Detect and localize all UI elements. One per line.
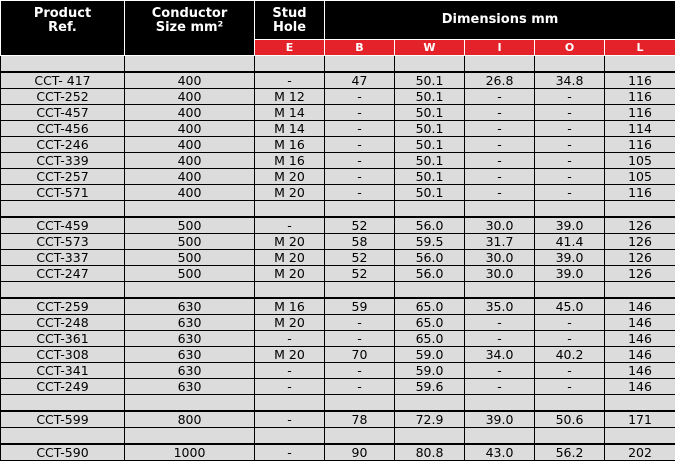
dim-o-cell: 50.6 bbox=[535, 411, 605, 428]
dim-w-cell: 50.1 bbox=[395, 72, 465, 89]
product-ref-cell: CCT-252 bbox=[1, 89, 125, 105]
dim-o-cell: 39.0 bbox=[535, 217, 605, 234]
dim-i-cell: - bbox=[465, 121, 535, 137]
dim-o-cell: - bbox=[535, 153, 605, 169]
dim-w-cell: 50.1 bbox=[395, 105, 465, 121]
dim-w-cell: 50.1 bbox=[395, 153, 465, 169]
dim-b-cell: - bbox=[325, 121, 395, 137]
dim-b-cell: - bbox=[325, 169, 395, 185]
dim-l-cell: 126 bbox=[605, 250, 675, 266]
conductor-size-cell: 400 bbox=[125, 72, 255, 89]
table-row bbox=[1, 72, 675, 89]
separator-cell bbox=[125, 395, 255, 412]
separator-cell bbox=[395, 282, 465, 299]
separator-cell bbox=[535, 56, 605, 73]
product-ref-cell: CCT-571 bbox=[1, 185, 125, 201]
separator-cell bbox=[1, 56, 125, 73]
dim-w-cell: 65.0 bbox=[395, 331, 465, 347]
separator-cell bbox=[535, 395, 605, 412]
product-ref-cell: CCT-259 bbox=[1, 298, 125, 315]
stud-hole-cell: - bbox=[255, 444, 325, 461]
dim-b-cell: 59 bbox=[325, 298, 395, 315]
separator-cell bbox=[395, 56, 465, 73]
dim-w-cell: 56.0 bbox=[395, 250, 465, 266]
dim-w-cell: 65.0 bbox=[395, 298, 465, 315]
dim-o-cell: - bbox=[535, 379, 605, 395]
separator-cell bbox=[605, 428, 675, 445]
stud-hole-cell: M 20 bbox=[255, 185, 325, 201]
conductor-header-line2: Size mm² bbox=[155, 20, 224, 35]
dim-o-cell: 41.4 bbox=[535, 234, 605, 250]
dim-w-cell: 59.0 bbox=[395, 347, 465, 363]
dim-l-cell: 146 bbox=[605, 363, 675, 379]
dim-i-cell: 30.0 bbox=[465, 250, 535, 266]
product-ref-cell: CCT-457 bbox=[1, 105, 125, 121]
separator-cell bbox=[535, 282, 605, 299]
table-row bbox=[1, 217, 675, 234]
dim-o-cell: 40.2 bbox=[535, 347, 605, 363]
table-row bbox=[1, 121, 675, 137]
table-row bbox=[1, 105, 675, 121]
conductor-size-cell: 500 bbox=[125, 234, 255, 250]
stud-header-line1: Stud bbox=[272, 6, 307, 21]
conductor-size-cell: 400 bbox=[125, 153, 255, 169]
dim-l-cell: 126 bbox=[605, 266, 675, 282]
separator-cell bbox=[465, 201, 535, 218]
stud-hole-cell: M 20 bbox=[255, 234, 325, 250]
sub-header-i: I bbox=[465, 40, 535, 56]
separator-cell bbox=[605, 395, 675, 412]
dim-i-cell: 31.7 bbox=[465, 234, 535, 250]
sub-header-o: O bbox=[535, 40, 605, 56]
separator-cell bbox=[1, 395, 125, 412]
stud-hole-cell: M 20 bbox=[255, 250, 325, 266]
dim-b-cell: 78 bbox=[325, 411, 395, 428]
conductor-size-header bbox=[125, 1, 255, 56]
dim-l-cell: 116 bbox=[605, 105, 675, 121]
dim-o-cell: 34.8 bbox=[535, 72, 605, 89]
conductor-size-cell: 630 bbox=[125, 363, 255, 379]
product-header-line1: Product bbox=[33, 6, 92, 21]
separator-cell bbox=[1, 282, 125, 299]
dim-o-cell: - bbox=[535, 185, 605, 201]
dim-w-cell: 72.9 bbox=[395, 411, 465, 428]
dim-i-cell: - bbox=[465, 331, 535, 347]
dim-b-cell: - bbox=[325, 153, 395, 169]
stud-hole-cell: - bbox=[255, 217, 325, 234]
table-row bbox=[1, 298, 675, 315]
dim-i-cell: 35.0 bbox=[465, 298, 535, 315]
dimensions-header: Dimensions mm bbox=[325, 1, 675, 40]
dim-w-cell: 56.0 bbox=[395, 266, 465, 282]
table-body bbox=[1, 56, 675, 461]
table-row bbox=[1, 137, 675, 153]
stud-hole-cell: - bbox=[255, 363, 325, 379]
stud-hole-cell: - bbox=[255, 72, 325, 89]
group-separator-row bbox=[1, 282, 675, 299]
product-ref-cell: CCT-341 bbox=[1, 363, 125, 379]
stud-hole-cell: M 12 bbox=[255, 89, 325, 105]
dim-i-cell: 43.0 bbox=[465, 444, 535, 461]
product-header-line2: Ref. bbox=[48, 20, 77, 35]
stud-hole-cell: M 20 bbox=[255, 347, 325, 363]
group-separator-row bbox=[1, 395, 675, 412]
conductor-size-cell: 400 bbox=[125, 185, 255, 201]
table-row bbox=[1, 250, 675, 266]
dim-w-cell: 50.1 bbox=[395, 121, 465, 137]
separator-cell bbox=[395, 428, 465, 445]
separator-cell bbox=[255, 56, 325, 73]
dim-o-cell: 45.0 bbox=[535, 298, 605, 315]
dim-i-cell: 39.0 bbox=[465, 411, 535, 428]
conductor-size-cell: 500 bbox=[125, 266, 255, 282]
dim-b-cell: - bbox=[325, 315, 395, 331]
separator-cell bbox=[535, 428, 605, 445]
product-ref-cell: CCT-456 bbox=[1, 121, 125, 137]
separator-cell bbox=[125, 201, 255, 218]
stud-hole-cell: - bbox=[255, 331, 325, 347]
product-ref-cell: CCT-248 bbox=[1, 315, 125, 331]
table-row bbox=[1, 315, 675, 331]
product-ref-cell: CCT- 417 bbox=[1, 72, 125, 89]
stud-hole-cell: M 16 bbox=[255, 137, 325, 153]
table-row bbox=[1, 185, 675, 201]
sub-header-b: B bbox=[325, 40, 395, 56]
dim-b-cell: 90 bbox=[325, 444, 395, 461]
product-ref-cell: CCT-361 bbox=[1, 331, 125, 347]
dim-w-cell: 50.1 bbox=[395, 137, 465, 153]
product-ref-cell: CCT-308 bbox=[1, 347, 125, 363]
separator-cell bbox=[255, 282, 325, 299]
product-ref-header bbox=[1, 1, 125, 56]
dim-b-cell: 47 bbox=[325, 72, 395, 89]
dim-l-cell: 105 bbox=[605, 169, 675, 185]
product-ref-cell: CCT-247 bbox=[1, 266, 125, 282]
dim-b-cell: 70 bbox=[325, 347, 395, 363]
separator-cell bbox=[1, 428, 125, 445]
dim-b-cell: 52 bbox=[325, 217, 395, 234]
conductor-size-cell: 800 bbox=[125, 411, 255, 428]
table-row bbox=[1, 234, 675, 250]
separator-cell bbox=[605, 201, 675, 218]
separator-cell bbox=[325, 201, 395, 218]
separator-cell bbox=[605, 56, 675, 73]
dim-l-cell: 202 bbox=[605, 444, 675, 461]
product-ref-cell: CCT-459 bbox=[1, 217, 125, 234]
dim-l-cell: 146 bbox=[605, 331, 675, 347]
dim-l-cell: 116 bbox=[605, 89, 675, 105]
stud-hole-cell: M 20 bbox=[255, 169, 325, 185]
stud-hole-cell: - bbox=[255, 411, 325, 428]
separator-cell bbox=[325, 428, 395, 445]
stud-hole-cell: M 20 bbox=[255, 266, 325, 282]
dim-i-cell: 26.8 bbox=[465, 72, 535, 89]
conductor-size-cell: 630 bbox=[125, 379, 255, 395]
sub-header-w: W bbox=[395, 40, 465, 56]
dim-b-cell: - bbox=[325, 105, 395, 121]
separator-cell bbox=[1, 201, 125, 218]
dim-l-cell: 116 bbox=[605, 185, 675, 201]
product-ref-cell: CCT-246 bbox=[1, 137, 125, 153]
table-row bbox=[1, 444, 675, 461]
dim-o-cell: - bbox=[535, 89, 605, 105]
separator-cell bbox=[605, 282, 675, 299]
dim-o-cell: - bbox=[535, 121, 605, 137]
conductor-size-cell: 400 bbox=[125, 89, 255, 105]
stud-hole-cell: M 20 bbox=[255, 315, 325, 331]
dim-i-cell: 30.0 bbox=[465, 266, 535, 282]
stud-hole-cell: M 16 bbox=[255, 153, 325, 169]
conductor-size-cell: 630 bbox=[125, 347, 255, 363]
table-row bbox=[1, 266, 675, 282]
conductor-size-cell: 400 bbox=[125, 137, 255, 153]
separator-cell bbox=[255, 428, 325, 445]
dim-i-cell: - bbox=[465, 89, 535, 105]
table-row bbox=[1, 89, 675, 105]
dim-l-cell: 114 bbox=[605, 121, 675, 137]
dim-w-cell: 56.0 bbox=[395, 217, 465, 234]
conductor-size-cell: 630 bbox=[125, 315, 255, 331]
conductor-size-cell: 500 bbox=[125, 250, 255, 266]
dim-b-cell: - bbox=[325, 185, 395, 201]
stud-hole-header bbox=[255, 1, 325, 40]
dim-o-cell: - bbox=[535, 363, 605, 379]
sub-header-e: E bbox=[255, 40, 325, 56]
stud-hole-cell: M 16 bbox=[255, 298, 325, 315]
product-ref-cell: CCT-590 bbox=[1, 444, 125, 461]
conductor-size-cell: 1000 bbox=[125, 444, 255, 461]
separator-cell bbox=[125, 428, 255, 445]
dim-i-cell: 30.0 bbox=[465, 217, 535, 234]
dim-l-cell: 146 bbox=[605, 298, 675, 315]
product-ref-cell: CCT-599 bbox=[1, 411, 125, 428]
separator-cell bbox=[125, 56, 255, 73]
dim-w-cell: 50.1 bbox=[395, 89, 465, 105]
dim-i-cell: - bbox=[465, 137, 535, 153]
dim-i-cell: - bbox=[465, 363, 535, 379]
dim-o-cell: - bbox=[535, 169, 605, 185]
group-separator-row bbox=[1, 56, 675, 73]
table-row bbox=[1, 153, 675, 169]
table-row bbox=[1, 331, 675, 347]
product-ref-cell: CCT-573 bbox=[1, 234, 125, 250]
dim-o-cell: 39.0 bbox=[535, 266, 605, 282]
dim-w-cell: 59.6 bbox=[395, 379, 465, 395]
conductor-header-line1: Conductor bbox=[151, 6, 228, 21]
separator-cell bbox=[395, 201, 465, 218]
table-row bbox=[1, 411, 675, 428]
dim-i-cell: - bbox=[465, 105, 535, 121]
dim-i-cell: - bbox=[465, 169, 535, 185]
stud-hole-cell: - bbox=[255, 379, 325, 395]
dim-o-cell: - bbox=[535, 315, 605, 331]
product-ref-cell: CCT-337 bbox=[1, 250, 125, 266]
dim-l-cell: 116 bbox=[605, 72, 675, 89]
group-separator-row bbox=[1, 201, 675, 218]
dim-o-cell: - bbox=[535, 331, 605, 347]
separator-cell bbox=[325, 282, 395, 299]
dim-b-cell: 58 bbox=[325, 234, 395, 250]
dim-b-cell: - bbox=[325, 379, 395, 395]
separator-cell bbox=[535, 201, 605, 218]
dim-o-cell: 56.2 bbox=[535, 444, 605, 461]
separator-cell bbox=[465, 282, 535, 299]
separator-cell bbox=[395, 395, 465, 412]
product-ref-cell: CCT-339 bbox=[1, 153, 125, 169]
dim-i-cell: - bbox=[465, 153, 535, 169]
separator-cell bbox=[465, 395, 535, 412]
separator-cell bbox=[325, 395, 395, 412]
dim-l-cell: 126 bbox=[605, 234, 675, 250]
dim-o-cell: - bbox=[535, 105, 605, 121]
dim-l-cell: 126 bbox=[605, 217, 675, 234]
dim-o-cell: - bbox=[535, 137, 605, 153]
dim-i-cell: 34.0 bbox=[465, 347, 535, 363]
dim-l-cell: 105 bbox=[605, 153, 675, 169]
stud-hole-cell: M 14 bbox=[255, 121, 325, 137]
table-row bbox=[1, 347, 675, 363]
separator-cell bbox=[255, 395, 325, 412]
conductor-size-cell: 500 bbox=[125, 217, 255, 234]
dim-o-cell: 39.0 bbox=[535, 250, 605, 266]
separator-cell bbox=[125, 282, 255, 299]
dim-w-cell: 59.5 bbox=[395, 234, 465, 250]
group-separator-row bbox=[1, 428, 675, 445]
dim-w-cell: 65.0 bbox=[395, 315, 465, 331]
dim-w-cell: 80.8 bbox=[395, 444, 465, 461]
conductor-size-cell: 630 bbox=[125, 298, 255, 315]
sub-header-l: L bbox=[605, 40, 675, 56]
dim-l-cell: 146 bbox=[605, 379, 675, 395]
stud-hole-cell: M 14 bbox=[255, 105, 325, 121]
dim-w-cell: 50.1 bbox=[395, 169, 465, 185]
conductor-size-cell: 400 bbox=[125, 169, 255, 185]
dim-b-cell: 52 bbox=[325, 250, 395, 266]
stud-header-line2: Hole bbox=[272, 20, 307, 35]
dim-b-cell: 52 bbox=[325, 266, 395, 282]
conductor-size-cell: 630 bbox=[125, 331, 255, 347]
separator-cell bbox=[465, 56, 535, 73]
table-row bbox=[1, 363, 675, 379]
separator-cell bbox=[255, 201, 325, 218]
dim-l-cell: 171 bbox=[605, 411, 675, 428]
conductor-size-cell: 400 bbox=[125, 121, 255, 137]
dim-l-cell: 116 bbox=[605, 137, 675, 153]
dim-i-cell: - bbox=[465, 379, 535, 395]
separator-cell bbox=[325, 56, 395, 73]
dim-b-cell: - bbox=[325, 331, 395, 347]
conductor-size-cell: 400 bbox=[125, 105, 255, 121]
dim-i-cell: - bbox=[465, 315, 535, 331]
dim-b-cell: - bbox=[325, 89, 395, 105]
table-row bbox=[1, 169, 675, 185]
dim-b-cell: - bbox=[325, 137, 395, 153]
dim-i-cell: - bbox=[465, 185, 535, 201]
dim-w-cell: 59.0 bbox=[395, 363, 465, 379]
product-ref-cell: CCT-249 bbox=[1, 379, 125, 395]
dim-b-cell: - bbox=[325, 363, 395, 379]
dim-w-cell: 50.1 bbox=[395, 185, 465, 201]
separator-cell bbox=[465, 428, 535, 445]
dim-l-cell: 146 bbox=[605, 315, 675, 331]
table-row bbox=[1, 379, 675, 395]
product-ref-cell: CCT-257 bbox=[1, 169, 125, 185]
dim-l-cell: 146 bbox=[605, 347, 675, 363]
